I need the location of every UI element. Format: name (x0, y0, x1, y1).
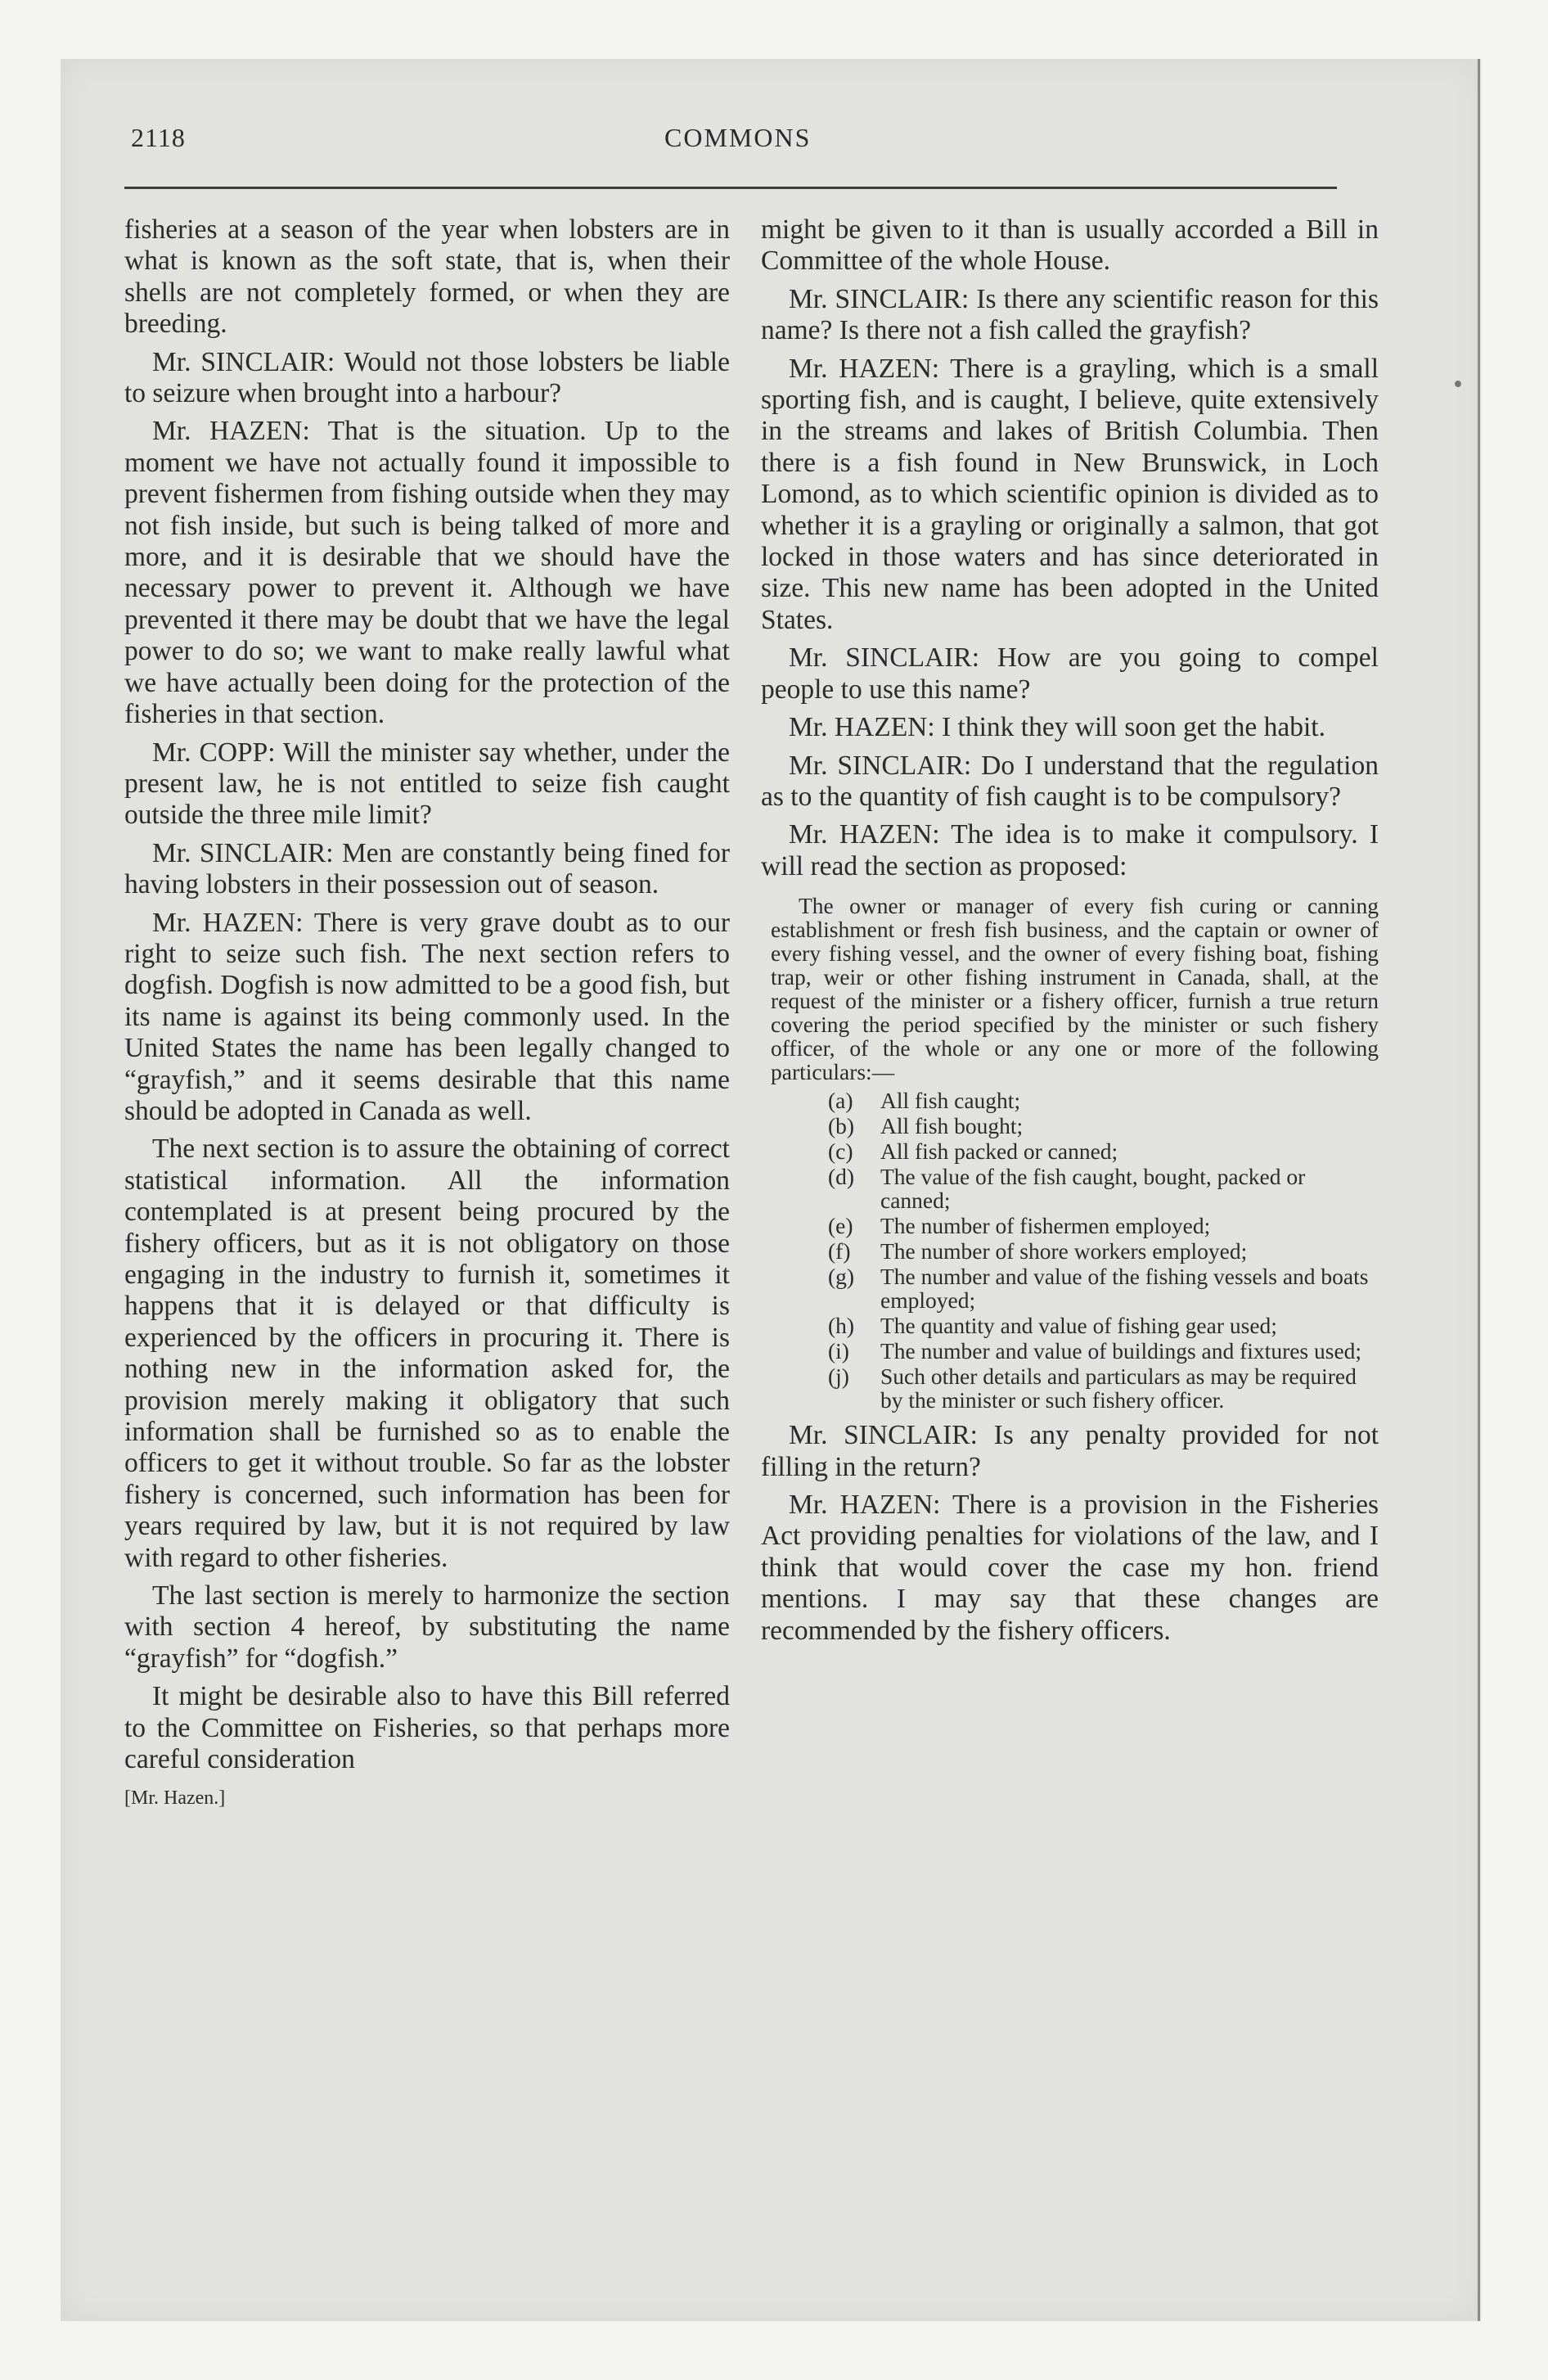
paragraph: Mr. HAZEN: That is the situation. Up to the moment we have not actually found it impossible to prevent fishermen from fishing outside when they may not fish inside, but such is being talked of more and more, and it is desirable that we should have the necessary power to prevent it. Although we have prevented it there may be doubt that we have the legal power to do so; we want to make really lawful what we have actually been doing for the protection of the fisheries in that section. (124, 416, 730, 730)
list-item (828, 1089, 1379, 1112)
speaker-signature: [Mr. Hazen.] (124, 1787, 226, 1809)
margin-mark (1455, 381, 1461, 387)
item-label: (c) (828, 1138, 853, 1165)
paragraph: Mr. COPP: Will the minister say whether, under the present law, he is not entitled to seize fish caught outside the three mile limit? (124, 737, 730, 831)
item-text: The number and value of buildings and fixtures used; (880, 1338, 1362, 1364)
paragraph: Mr. SINCLAIR: Is there any scientific reason for this name? Is there not a fish called the grayfish? (761, 283, 1379, 346)
item-text: Such other details and particulars as may be required by the minister or such fishery officer. (880, 1364, 1357, 1413)
item-text: All fish packed or canned; (880, 1138, 1118, 1165)
item-text: The quantity and value of fishing gear used; (880, 1313, 1277, 1339)
list-item (828, 1214, 1379, 1237)
item-text: All fish caught; (880, 1088, 1021, 1114)
list-item (828, 1139, 1379, 1163)
right-column (761, 214, 1379, 1653)
paragraph: The last section is merely to harmonize the section with section 4 hereof, by substituting the name “grayfish” for “dogfish.” (124, 1580, 730, 1674)
list-item (828, 1114, 1379, 1138)
paragraph: Mr. HAZEN: I think they will soon get the habit. (789, 712, 1325, 743)
list-item (828, 1364, 1379, 1412)
paragraph: Mr. HAZEN: The idea is to make it compulsory. I will read the section as proposed: (761, 819, 1379, 881)
item-label: (h) (828, 1313, 855, 1339)
list-item (828, 1314, 1379, 1337)
paragraph: It might be desirable also to have this Bill referred to the Committee on Fisheries, so that perhaps more careful consideration (124, 1681, 730, 1775)
paragraph: Mr. HAZEN: There is a provision in the Fisheries Act providing penalties for violations of the law, and I think that would cover the case my hon. friend mentions. I may say that these changes are recommended by the fishery officers. (761, 1489, 1379, 1646)
quoted-intro: The owner or manager of every fish curing or canning establishment or fresh fish business, and the captain or owner of every fishing vessel, and the owner of every fishing boat, fishing trap, weir or other fishing instrument in Canada, shall, at the request of the minister or a fishery officer, furnish a true return covering the period specified by the minister or such fishery officer, of the whole or any one or more of the following particulars:— (771, 893, 1379, 1085)
paragraph: Mr. SINCLAIR: How are you going to compel people to use this name? (761, 642, 1379, 705)
paragraph: Mr. SINCLAIR: Men are constantly being fined for having lobsters in their possession out of season. (124, 837, 730, 900)
item-text: The value of the fish caught, bought, packed or canned; (880, 1164, 1306, 1214)
item-label: (a) (828, 1088, 853, 1114)
item-label: (f) (828, 1238, 851, 1264)
paragraph: Mr. HAZEN: There is a grayling, which is a small sporting fish, and is caught, I believe, quite extensively in the streams and lakes of British Columbia. Then there is a fish found in New Brunswick, in Loch Lomond, as to which scientific opinion is divided as to whether it is a grayling or originally a salmon, that got locked in those waters and has since deteriorated in size. This new name has been adopted in the United States. (761, 353, 1379, 635)
item-label: (e) (828, 1213, 853, 1239)
running-head: COMMONS (664, 123, 812, 152)
item-label: (b) (828, 1113, 855, 1139)
paragraph: Mr. HAZEN: There is very grave doubt as to our right to seize such fish. The next section refers to dogfish. Dogfish is now admitted to be a good fish, but its name is against its being commonly used. In the United States the name has been legally changed to “grayfish,” and it seems desirable that this name should be adopted in Canada as well. (124, 907, 730, 1126)
item-label: (d) (828, 1164, 855, 1190)
item-text: The number of shore workers employed; (880, 1238, 1248, 1264)
paragraph: The next section is to assure the obtaining of correct statistical information. All the information contemplated is at present being procured by the fishery officers, but as it is not obligatory on those engaging in the industry to furnish it, sometimes it happens that it is delayed or that difficulty is experienced by the officers in procuring it. There is nothing new in the information asked for, the provision merely making it obligatory that such information shall be furnished so as to enable the officers to get it without trouble. So far as the lobster fishery is concerned, such information has been for years required by law, but it is not required by law with regard to other fisheries. (124, 1134, 730, 1573)
header-rule (124, 187, 1337, 189)
page-edge-rule (1478, 59, 1480, 2321)
paragraph: might be given to it than is usually accorded a Bill in Committee of the whole House. (761, 214, 1379, 277)
item-label: (g) (828, 1264, 855, 1290)
paragraph: Mr. SINCLAIR: Is any penalty provided for not filling in the return? (761, 1420, 1379, 1482)
paragraph: fisheries at a season of the year when lobsters are in what is known as the soft state, that is, when their shells are not completely formed, or when they are breeding. (124, 214, 730, 340)
item-text: All fish bought; (880, 1113, 1024, 1139)
list-item (828, 1264, 1379, 1312)
page-number: 2118 (131, 123, 186, 152)
paragraph: Mr. SINCLAIR: Do I understand that the regulation as to the quantity of fish caught is to be compulsory? (761, 750, 1379, 812)
item-text: The number and value of the fishing vessels and boats employed; (880, 1264, 1369, 1314)
quoted-section (761, 894, 1379, 1412)
list-item (828, 1239, 1379, 1263)
list-item (828, 1165, 1379, 1212)
list-item (828, 1339, 1379, 1363)
left-column (124, 214, 730, 1814)
paragraph: Mr. SINCLAIR: Would not those lobsters be liable to seizure when brought into a harbour? (124, 346, 730, 409)
item-label: (j) (828, 1364, 849, 1390)
item-text: The number of fishermen employed; (880, 1213, 1211, 1239)
particulars-list (771, 1089, 1379, 1412)
item-label: (i) (828, 1338, 849, 1364)
